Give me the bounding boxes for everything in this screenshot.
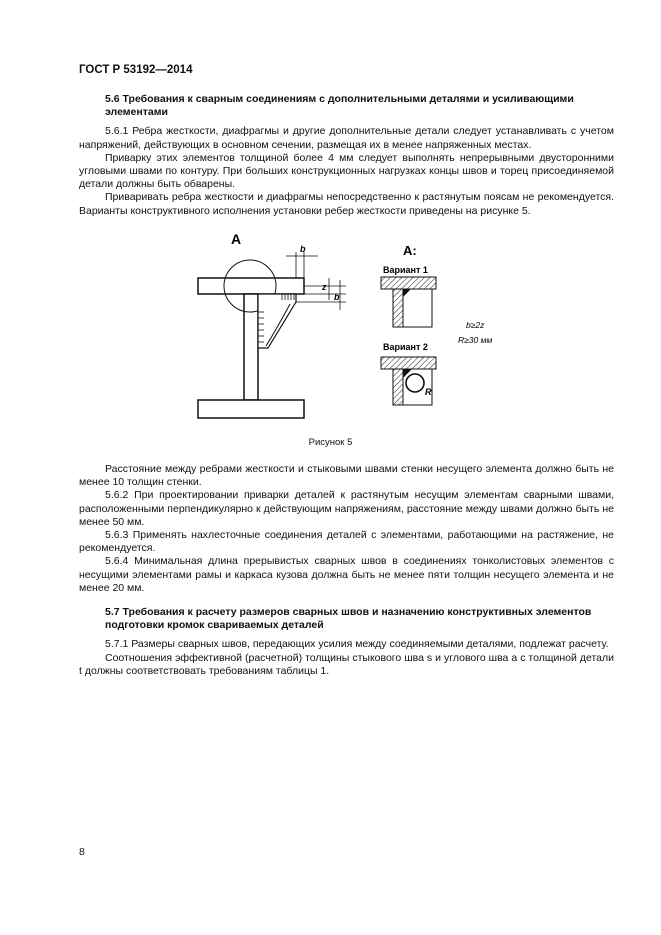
dim-z: z xyxy=(322,282,327,292)
paragraph: 5.6.2 При проектировании приварки деталей к растянутым несущим элементам сварными швами, расположенными перпендикулярно к действующим напряжениям, расстояние между швами должно быть не менее 50 мм. xyxy=(79,489,614,528)
page-number: 8 xyxy=(79,846,85,858)
paragraph: 5.6.4 Минимальная длина прерывистых сварных швов в соединениях тонколистовых элементов с несущими элементами рамы и каркаса кузова должна быть не менее пяти толщин несущего элемента и не менее 20 мм. xyxy=(79,555,614,594)
paragraph: Приваривать ребра жесткости и диафрагмы непосредственно к растянутым поясам не рекомендуется. Варианты конструктивного исполнения установки ребер жесткости приведены на рисунке 5. xyxy=(79,191,614,217)
dim-b-side: b xyxy=(334,292,340,302)
variant-2-label: Вариант 2 xyxy=(383,342,428,352)
section-5-7 xyxy=(79,606,614,678)
detail-view-a xyxy=(381,243,492,405)
paragraph: Приварку этих элементов толщиной более 4 мм следует выполнять непрерывными двусторонними угловыми швами по контуру. При больших конструкционных нагрузках концы швов и торец присоединяемой детали должны быть обварены. xyxy=(79,151,614,191)
section-title: 5.7 Требования к расчету размеров сварных швов и назначению конструктивных элементов подготовки кромок свариваемых деталей xyxy=(105,606,592,632)
note-b: b≥2z xyxy=(466,320,485,330)
paragraph: 5.7.1 Размеры сварных швов, передающих усилия между соединяемыми деталями, подлежат расчету. xyxy=(105,638,609,651)
i-beam-drawing xyxy=(198,231,346,418)
variant-1-label: Вариант 1 xyxy=(383,265,428,275)
section-title: 5.6 Требования к сварным соединениям с дополнительными деталями и усиливающими элементами xyxy=(105,93,574,119)
after-figure-text xyxy=(79,463,614,595)
paragraph: 5.6.1 Ребра жесткости, диафрагмы и другие дополнительные детали следует устанавливать с учетом напряжений, действующих в основном сечении, размещая их в менее напряженных местах. xyxy=(79,125,614,151)
doc-header: ГОСТ Р 53192—2014 xyxy=(79,64,193,76)
paragraph: 5.6.3 Применять нахлесточные соединения деталей с элементами, работающими на растяжение, не рекомендуется. xyxy=(79,529,614,555)
paragraph: Расстояние между ребрами жесткости и стыковыми швами стенки несущего элемента должно быть не менее 10 толщин стенки. xyxy=(79,463,614,489)
paragraph: Соотношения эффективной (расчетной) толщины стыкового шва s и углового шва a с толщиной детали t должны соответствовать требованиям таблицы 1. xyxy=(79,651,614,677)
dim-b-top: b xyxy=(300,244,306,254)
detail-view-label: А: xyxy=(403,243,417,258)
figure-caption: Рисунок 5 xyxy=(308,437,353,448)
radius-label: R xyxy=(425,387,432,397)
detail-label-a: A xyxy=(231,231,242,247)
note-r: R≥30 мм xyxy=(458,335,493,345)
